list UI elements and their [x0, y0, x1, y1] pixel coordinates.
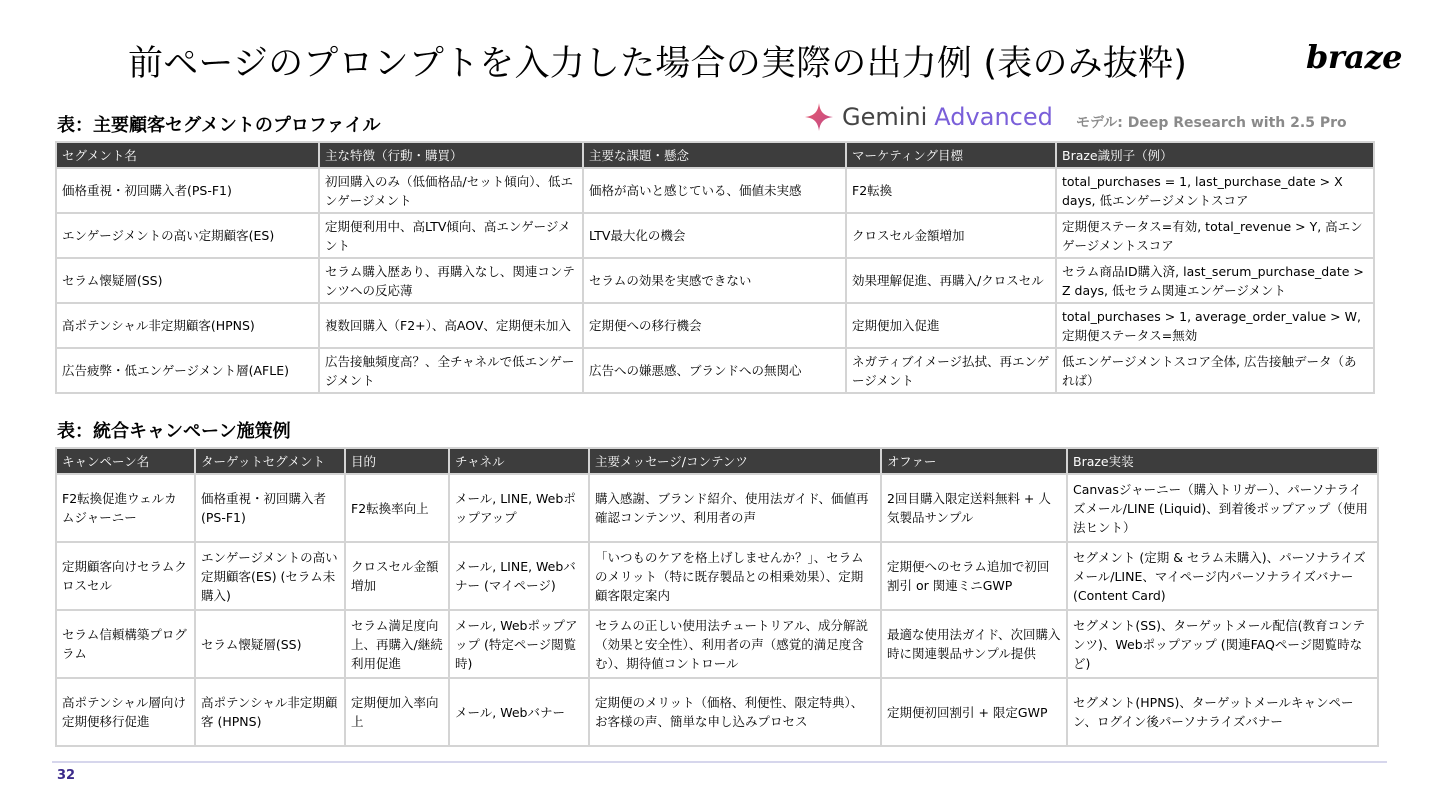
column-header: マーケティング目標 — [846, 142, 1056, 168]
table-cell: セラム満足度向上、再購入/継続利用促進 — [345, 610, 449, 678]
table-cell: 価格重視・初回購入者(PS-F1) — [195, 474, 345, 542]
table-cell: セグメント (定期 & セラム未購入)、パーソナライズメール/LINE、マイページ内パーソナライズバナー (Content Card) — [1067, 542, 1378, 610]
table-cell: ネガティブイメージ払拭、再エンゲージメント — [846, 348, 1056, 393]
table-cell: セグメント(HPNS)、ターゲットメールキャンペーン、ログイン後パーソナライズバナー — [1067, 678, 1378, 746]
footer-divider — [52, 761, 1387, 763]
segment-profile-table — [55, 141, 1375, 394]
table-cell: F2転換促進ウェルカムジャーニー — [56, 474, 195, 542]
table-row — [56, 168, 1374, 213]
table-cell: セラム懐疑層(SS) — [195, 610, 345, 678]
table-cell: 定期便のメリット（価格、利便性、限定特典）、お客様の声、簡単な申し込みプロセス — [589, 678, 881, 746]
table-cell: 効果理解促進、再購入/クロスセル — [846, 258, 1056, 303]
table-cell: メール, LINE, Webバナー (マイページ) — [449, 542, 589, 610]
table-row — [56, 678, 1378, 746]
table-cell: 購入感謝、ブランド紹介、使用法ガイド、価値再確認コンテンツ、利用者の声 — [589, 474, 881, 542]
table-cell: 最適な使用法ガイド、次回購入時に関連製品サンプル提供 — [881, 610, 1067, 678]
table-cell: 広告への嫌悪感、ブランドへの無関心 — [583, 348, 846, 393]
page-title: 前ページのプロンプトを入力した場合の実際の出力例 (表のみ抜粋) — [128, 44, 1188, 84]
table-cell: 高ポテンシャル非定期顧客 (HPNS) — [195, 678, 345, 746]
table-cell: 2回目購入限定送料無料 + 人気製品サンプル — [881, 474, 1067, 542]
table-cell: 定期顧客向けセラムクロスセル — [56, 542, 195, 610]
table-cell: 複数回購入（F2+）、高AOV、定期便未加入 — [319, 303, 583, 348]
table-cell: セラムの効果を実感できない — [583, 258, 846, 303]
table-cell: メール, LINE, Webポップアップ — [449, 474, 589, 542]
table-cell: セラムの正しい使用法チュートリアル、成分解説（効果と安全性）、利用者の声（感覚的満足度含む）、期待値コントロール — [589, 610, 881, 678]
table-cell: 高ポテンシャル層向け定期便移行促進 — [56, 678, 195, 746]
table-row — [56, 474, 1378, 542]
table-cell: エンゲージメントの高い定期顧客(ES) (セラム未購入) — [195, 542, 345, 610]
campaign-table — [55, 447, 1379, 747]
table-cell: クロスセル金額増加 — [846, 213, 1056, 258]
table-cell: 定期便ステータス=有効, total_revenue > Y, 高エンゲージメントスコア — [1056, 213, 1374, 258]
table-cell: 広告接触頻度高？、全チャネルで低エンゲージメント — [319, 348, 583, 393]
table-row — [56, 610, 1378, 678]
table-cell: セラム信頼構築プログラム — [56, 610, 195, 678]
table-cell: 定期便利用中、高LTV傾向、高エンゲージメント — [319, 213, 583, 258]
table-cell: 価格重視・初回購入者(PS-F1) — [56, 168, 319, 213]
column-header: Braze実装 — [1067, 448, 1378, 474]
table-cell: 価格が高いと感じている、価値未実感 — [583, 168, 846, 213]
table-cell: メール, Webポップアップ (特定ページ閲覧時) — [449, 610, 589, 678]
table-cell: 低エンゲージメントスコア全体, 広告接触データ（あれば） — [1056, 348, 1374, 393]
table-cell: F2転換 — [846, 168, 1056, 213]
table1-title: 表：主要顧客セグメントのプロファイル — [57, 115, 381, 136]
gemini-sparkle-icon — [804, 102, 834, 132]
page-number: 32 — [57, 768, 76, 783]
column-header: チャネル — [449, 448, 589, 474]
table-cell: 初回購入のみ（低価格品/セット傾向）、低エンゲージメント — [319, 168, 583, 213]
advanced-wordmark: Advanced — [934, 103, 1053, 131]
table-cell: セラム商品ID購入済, last_serum_purchase_date > Z days, 低セラム関連エンゲージメント — [1056, 258, 1374, 303]
table-row — [56, 348, 1374, 393]
table-cell: 広告疲弊・低エンゲージメント層(AFLE) — [56, 348, 319, 393]
table-cell: F2転換率向上 — [345, 474, 449, 542]
table-cell: total_purchases > 1, average_order_value > W, 定期便ステータス=無効 — [1056, 303, 1374, 348]
table-cell: LTV最大化の機会 — [583, 213, 846, 258]
column-header: Braze識別子（例） — [1056, 142, 1374, 168]
column-header: 主要メッセージ/コンテンツ — [589, 448, 881, 474]
table-cell: Canvasジャーニー（購入トリガー）、パーソナライズメール/LINE (Liquid)、到着後ポップアップ（使用法ヒント） — [1067, 474, 1378, 542]
table-cell: total_purchases = 1, last_purchase_date > X days, 低エンゲージメントスコア — [1056, 168, 1374, 213]
table-cell: クロスセル金額増加 — [345, 542, 449, 610]
table-row — [56, 542, 1378, 610]
column-header: 主な特徴（行動・購買） — [319, 142, 583, 168]
table-cell: 「いつものケアを格上げしませんか？」、セラムのメリット（特に既存製品との相乗効果）、定期顧客限定案内 — [589, 542, 881, 610]
model-label: モデル: Deep Research with 2.5 Pro — [1076, 115, 1347, 131]
column-header: セグメント名 — [56, 142, 319, 168]
table-cell: セラム懐疑層(SS) — [56, 258, 319, 303]
column-header: 目的 — [345, 448, 449, 474]
braze-logo: braze — [1306, 38, 1402, 76]
table-cell: エンゲージメントの高い定期顧客(ES) — [56, 213, 319, 258]
table-header-row — [56, 448, 1378, 474]
table-cell: セラム購入歴あり、再購入なし、関連コンテンツへの反応薄 — [319, 258, 583, 303]
table-cell: 定期便初回割引 + 限定GWP — [881, 678, 1067, 746]
table-header-row — [56, 142, 1374, 168]
column-header: 主要な課題・懸念 — [583, 142, 846, 168]
table-cell: 高ポテンシャル非定期顧客(HPNS) — [56, 303, 319, 348]
gemini-wordmark: Gemini — [842, 103, 928, 131]
table-cell: 定期便加入率向上 — [345, 678, 449, 746]
column-header: オファー — [881, 448, 1067, 474]
column-header: キャンペーン名 — [56, 448, 195, 474]
table-cell: 定期便加入促進 — [846, 303, 1056, 348]
table-row — [56, 303, 1374, 348]
table-cell: セグメント(SS)、ターゲットメール配信(教育コンテンツ)、Webポップアップ (関連FAQページ閲覧時など) — [1067, 610, 1378, 678]
table-cell: 定期便へのセラム追加で初回割引 or 関連ミニGWP — [881, 542, 1067, 610]
column-header: ターゲットセグメント — [195, 448, 345, 474]
table-row — [56, 258, 1374, 303]
table-cell: 定期便への移行機会 — [583, 303, 846, 348]
gemini-advanced-logo — [804, 102, 1053, 132]
table-cell: メール, Webバナー — [449, 678, 589, 746]
table-row — [56, 213, 1374, 258]
table2-title: 表：統合キャンペーン施策例 — [57, 421, 291, 442]
